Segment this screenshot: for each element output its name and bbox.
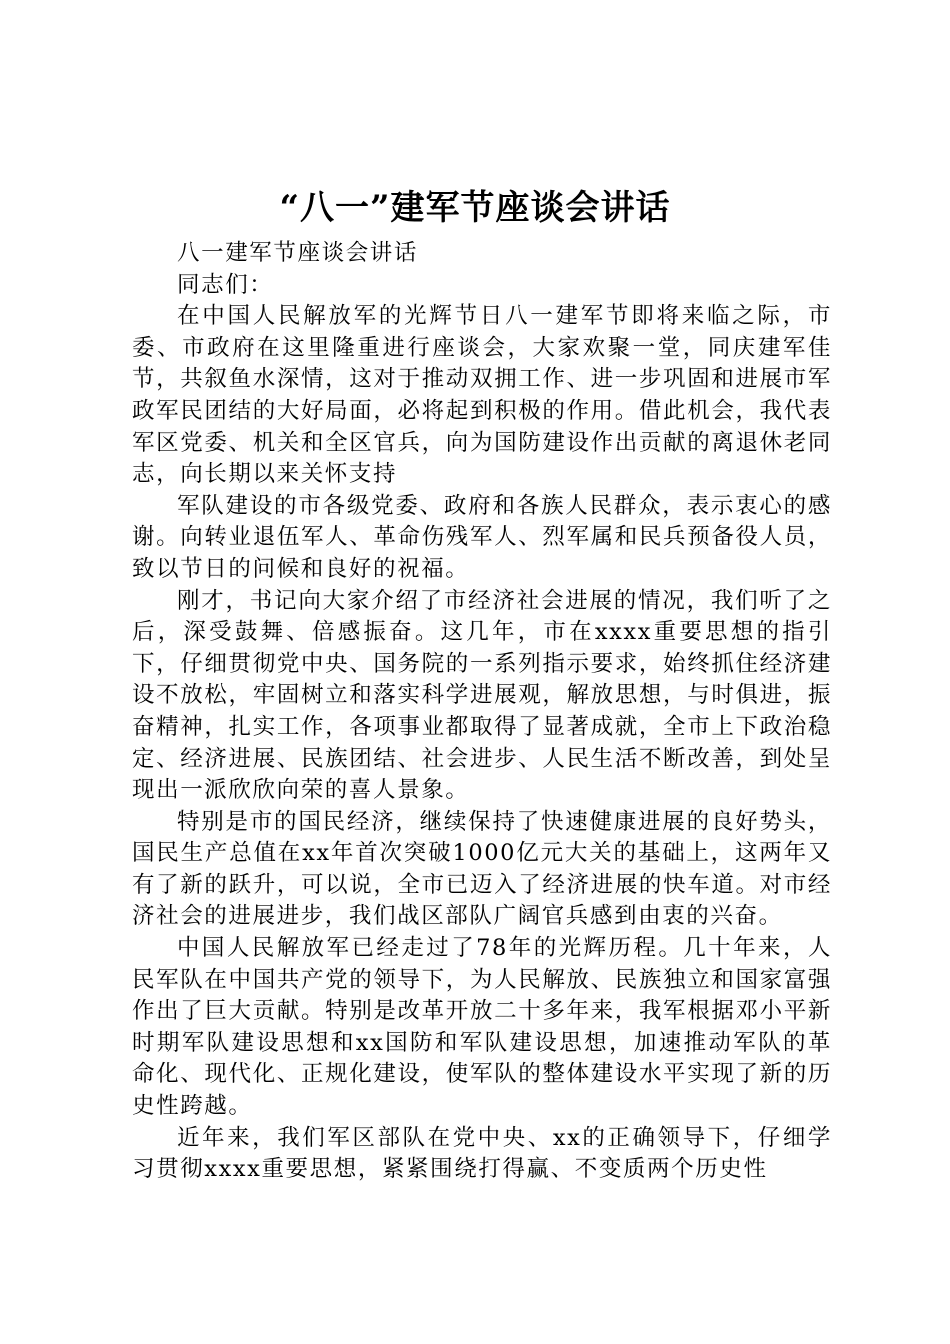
- paragraph: 中国人民解放军已经走过了78年的光辉历程。几十年来，人民军队在中国共产党的领导下，为人民解放、民族独立和国家富强作出了巨大贡献。特别是改革开放二十多年来，我军根据邓小平新时期军队建设思想和xx国防和军队建设思想，加速推动军队的革命化、现代化、正规化建设，使军队的整体建设水平实现了新的历史性跨越。: [132, 935, 832, 1120]
- paragraph: 军队建设的市各级党委、政府和各族人民群众，表示衷心的感谢。向转业退伍军人、革命伤残军人、烈军属和民兵预备役人员，致以节日的问候和良好的祝福。: [132, 492, 832, 582]
- document-body: [132, 238, 832, 1186]
- paragraph: 在中国人民解放军的光辉节日八一建军节即将来临之际，市委、市政府在这里隆重进行座谈会，大家欢聚一堂，同庆建军佳节，共叙鱼水深情，这对于推动双拥工作、进一步巩固和进展市军政军民团结的大好局面，必将起到积极的作用。借此机会，我代表军区党委、机关和全区官兵，向为国防建设作出贡献的离退休老同志，向长期以来关怀支持: [132, 303, 832, 488]
- paragraph: 八一建军节座谈会讲话: [177, 240, 419, 266]
- paragraph: 刚才，书记向大家介绍了市经济社会进展的情况，我们听了之后，深受鼓舞、倍感振奋。这几年，市在xxxx重要思想的指引下，仔细贯彻党中央、国务院的一系列指示要求，始终抓住经济建设不放松，牢固树立和落实科学进展观，解放思想，与时俱进，振奋精神，扎实工作，各项事业都取得了显著成就，全市上下政治稳定、经济进展、民族团结、社会进步、人民生活不断改善，到处呈现出一派欣欣向荣的喜人景象。: [132, 587, 832, 804]
- paragraph: 特别是市的国民经济，继续保持了快速健康进展的良好势头，国民生产总值在xx年首次突破1000亿元大关的基础上，这两年又有了新的跃升，可以说，全市已迈入了经济进展的快车道。对市经济社会的进展进步，我们战区部队广阔官兵感到由衷的兴奋。: [132, 808, 832, 930]
- paragraph: 同志们：: [177, 271, 274, 298]
- paragraph: 近年来，我们军区部队在党中央、xx的正确领导下，仔细学习贯彻xxxx重要思想，紧紧围绕打得赢、不变质两个历史性: [132, 1124, 832, 1183]
- document-title: “八一”建军节座谈会讲话: [279, 188, 671, 228]
